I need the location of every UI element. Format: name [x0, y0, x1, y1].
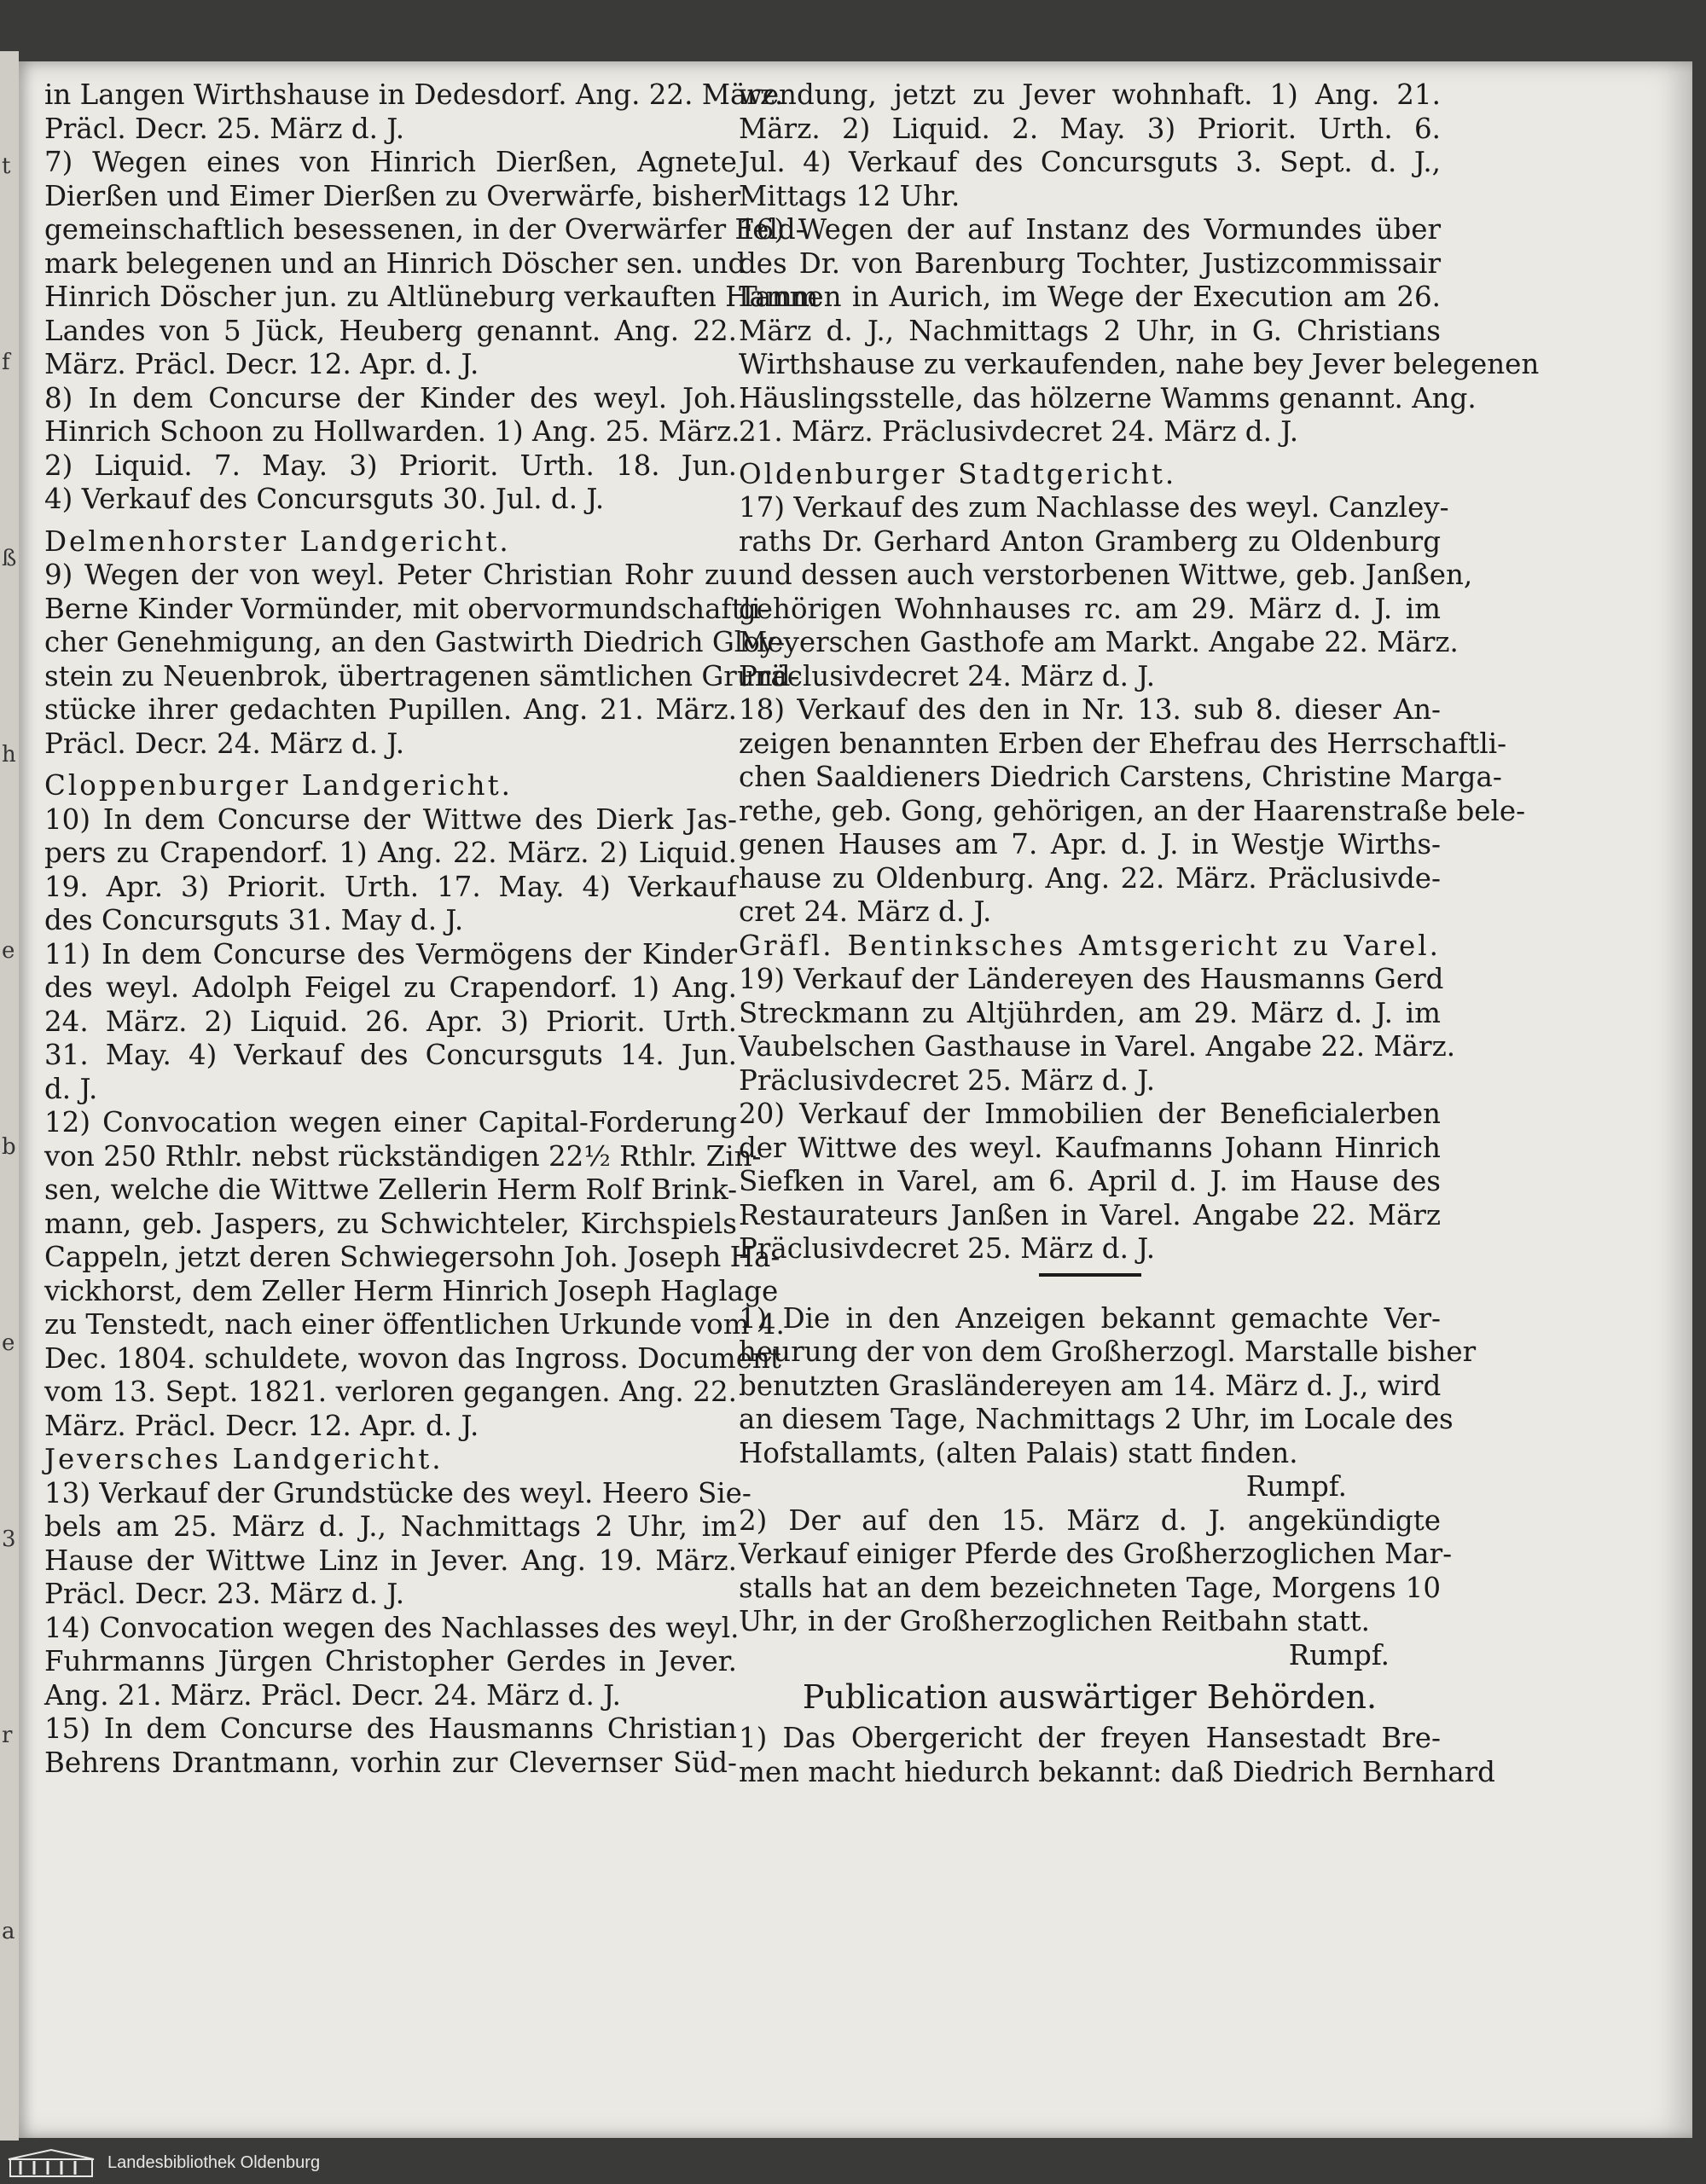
- text-line: 16) Wegen der auf Instanz des Vormundes über: [739, 213, 1441, 246]
- text-line: des Concursguts 31. May d. J.: [44, 904, 464, 936]
- section-heading: Oldenburger Stadtgericht.: [739, 457, 1177, 490]
- text-line: 24. März. 2) Liquid. 26. Apr. 3) Priorit. Urth.: [44, 1005, 737, 1038]
- text-line: 18) Verkauf des den in Nr. 13. sub 8. dieser An-: [739, 693, 1441, 726]
- text-line: stücke ihrer gedachten Pupillen. Ang. 21. März.: [44, 693, 737, 726]
- text-line: Restaurateurs Janßen in Varel. Angabe 22. März: [739, 1198, 1441, 1231]
- text-line: Präclusivdecret 24. März d. J.: [739, 659, 1156, 692]
- text-line: 15) In dem Concurse des Hausmanns Christian: [44, 1712, 737, 1745]
- text-line: vom 13. Sept. 1821. verloren gegangen. Ang. 22.: [44, 1376, 737, 1408]
- text-line: Präcl. Decr. 24. März d. J.: [44, 727, 405, 760]
- text-line: Landes von 5 Jück, Heuberg genannt. Ang. 22.: [44, 314, 737, 347]
- text-line: 14) Convocation wegen des Nachlasses des weyl.: [44, 1611, 740, 1644]
- previous-page-letter: h: [2, 742, 16, 768]
- text-line: Behrens Drantmann, vorhin zur Clevernser Süd-: [44, 1746, 737, 1779]
- text-line: stein zu Neuenbrok, übertragenen sämtlichen Grund-: [44, 659, 800, 692]
- previous-page-letter: ß: [2, 546, 17, 571]
- text-line: von 250 Rthlr. nebst rückständigen 22½ Rthlr. Zin-: [44, 1139, 762, 1173]
- text-line: Cappeln, jetzt deren Schwiegersohn Joh. Joseph Ha-: [44, 1241, 780, 1273]
- spacer: [44, 517, 737, 525]
- text-line: mark belegenen und an Hinrich Döscher sen. und: [44, 246, 746, 280]
- text-line: März. 2) Liquid. 2. May. 3) Priorit. Urth. 6.: [739, 112, 1441, 145]
- text-line: Wirthshause zu verkaufenden, nahe bey Jever belegenen: [739, 348, 1540, 380]
- text-line: 11) In dem Concurse des Vermögens der Kinder: [44, 937, 737, 970]
- text-line: Hofstallamts, (alten Palais) statt finden.: [739, 1436, 1298, 1469]
- text-line: 7) Wegen eines von Hinrich Dierßen, Agnete: [44, 146, 737, 178]
- text-line: zeigen benannten Erben der Ehefrau des Herrschaftli-: [739, 727, 1507, 760]
- previous-page-letter: e: [2, 1330, 15, 1356]
- section-heading: Delmenhorster Landgericht.: [44, 524, 511, 558]
- text-line: Jul. 4) Verkauf des Concursguts 3. Sept. d. J.,: [739, 146, 1441, 178]
- text-line: mann, geb. Jaspers, zu Schwichteler, Kirchspiels: [44, 1207, 737, 1240]
- library-building-icon: [9, 2149, 94, 2178]
- text-line: Uhr, in der Großherzoglichen Reitbahn statt.: [739, 1605, 1370, 1637]
- text-line: Präclusivdecret 25. März d. J.: [739, 1063, 1156, 1097]
- text-line: wendung, jetzt zu Jever wohnhaft. 1) Ang. 21.: [739, 78, 1441, 111]
- text-line: 12) Convocation wegen einer Capital-Forderung: [44, 1106, 737, 1138]
- text-line: 9) Wegen der von weyl. Peter Christian Rohr zu: [44, 559, 737, 591]
- text-line: genen Hauses am 7. Apr. d. J. in Westje Wirths-: [739, 828, 1441, 860]
- text-line: 21. März. Präclusivdecret 24. März d. J.: [739, 415, 1299, 448]
- previous-page-letter: b: [2, 1134, 16, 1160]
- text-line: 20) Verkauf der Immobilien der Beneficialerben: [739, 1098, 1441, 1130]
- left-text-column: [44, 78, 819, 1780]
- text-line: Vaubelschen Gasthause in Varel. Angabe 22. März.: [739, 1030, 1456, 1063]
- text-line: März. Präcl. Decr. 12. Apr. d. J.: [44, 348, 479, 380]
- text-line: Berne Kinder Vormünder, mit obervormundschaftli-: [44, 592, 770, 625]
- text-line: 13) Verkauf der Grundstücke des weyl. Heero Sie-: [44, 1476, 751, 1509]
- signature: Rumpf.: [1245, 1470, 1347, 1503]
- text-line: Dierßen und Eimer Dierßen zu Overwärfe, bisher: [44, 179, 741, 212]
- text-line: bels am 25. März d. J., Nachmittags 2 Uhr, im: [44, 1510, 737, 1543]
- spacer: [739, 449, 1441, 458]
- text-line: sen, welche die Wittwe Zellerin Herm Rolf Brink-: [44, 1173, 738, 1206]
- spacer: [44, 761, 737, 769]
- previous-page-letter: e: [2, 938, 15, 964]
- text-line: 4) Verkauf des Concursguts 30. Jul. d. J.: [44, 483, 605, 515]
- text-line: gemeinschaftlich besessenen, in der Overwärfer Feld-: [44, 213, 805, 246]
- text-line: Ang. 21. März. Präcl. Decr. 24. März d. J.: [44, 1678, 621, 1712]
- section-divider: [1039, 1273, 1141, 1277]
- previous-page-letter: f: [2, 350, 10, 375]
- text-line: vickhorst, dem Zeller Herm Hinrich Joseph Haglage: [44, 1274, 779, 1307]
- text-line: cher Genehmigung, an den Gastwirth Diedrich Gloy-: [44, 626, 786, 658]
- text-line: 2) Liquid. 7. May. 3) Priorit. Urth. 18. Jun.: [44, 449, 737, 482]
- text-line: Präcl. Decr. 25. März d. J.: [44, 112, 405, 145]
- text-line: des weyl. Adolph Feigel zu Crapendorf. 1) Ang.: [44, 971, 737, 1004]
- text-line: 1) Das Obergericht der freyen Hansestadt Bre-: [739, 1722, 1441, 1754]
- library-name: Landesbibliothek Oldenburg: [107, 2153, 321, 2172]
- text-line: 31. May. 4) Verkauf des Concursguts 14. Jun.: [44, 1039, 737, 1071]
- text-line: März. Präcl. Decr. 12. Apr. d. J.: [44, 1409, 479, 1442]
- previous-page-letter: r: [2, 1723, 13, 1748]
- text-line: Präclusivdecret 25. März d. J.: [739, 1232, 1156, 1265]
- previous-page-edge: [0, 51, 19, 2141]
- right-text-column: [739, 78, 1540, 1789]
- text-line: Fuhrmanns Jürgen Christopher Gerdes in Jever.: [44, 1645, 737, 1677]
- text-line: cret 24. März d. J.: [739, 895, 992, 928]
- text-line: an diesem Tage, Nachmittags 2 Uhr, im Locale des: [739, 1403, 1454, 1435]
- text-line: zu Tenstedt, nach einer öffentlichen Urkunde vom 4.: [44, 1308, 785, 1341]
- text-line: Präcl. Decr. 23. März d. J.: [44, 1578, 405, 1610]
- text-line: rethe, geb. Gong, gehörigen, an der Haarenstraße bele-: [739, 794, 1526, 827]
- section-heading: Jeversches Landgericht.: [44, 1443, 444, 1475]
- text-line: gehörigen Wohnhauses rc. am 29. März d. J. im: [739, 592, 1441, 625]
- text-line: chen Saaldieners Diedrich Carstens, Christine Marga-: [739, 761, 1502, 793]
- text-line: stalls hat an dem bezeichneten Tage, Morgens 10: [739, 1571, 1441, 1604]
- text-line: des Dr. von Barenburg Tochter, Justizcommissair: [739, 246, 1441, 280]
- text-line: men macht hiedurch bekannt: daß Diedrich Bernhard: [739, 1755, 1495, 1788]
- text-line: 8) In dem Concurse der Kinder des weyl. Joh.: [44, 381, 737, 414]
- text-line: Meyerschen Gasthofe am Markt. Angabe 22. März.: [739, 626, 1459, 658]
- text-line: Dec. 1804. schuldete, wovon das Ingross. Document: [44, 1341, 781, 1375]
- viewer-footer: [0, 2142, 1706, 2184]
- text-line: Hause der Wittwe Linz in Jever. Ang. 19. März.: [44, 1544, 737, 1577]
- text-line: 1) Die in den Anzeigen bekannt gemachte Ver-: [739, 1301, 1441, 1335]
- text-line: März d. J., Nachmittags 2 Uhr, in G. Christians: [739, 314, 1441, 347]
- signature: Rumpf.: [1288, 1638, 1390, 1671]
- text-line: 10) In dem Concurse der Wittwe des Dierk Jas-: [44, 802, 737, 836]
- text-line: Mittags 12 Uhr.: [739, 179, 960, 212]
- section-title: Publication auswärtiger Behörden.: [802, 1678, 1378, 1716]
- previous-page-letter: 3: [2, 1526, 16, 1552]
- text-line: in Langen Wirthshause in Dedesdorf. Ang. 22. März.: [44, 78, 784, 111]
- text-line: 19) Verkauf der Ländereyen des Hausmanns Gerd: [739, 963, 1444, 995]
- text-line: 2) Der auf den 15. März d. J. angekündigte: [739, 1503, 1441, 1537]
- text-line: der Wittwe des weyl. Kaufmanns Johann Hinrich: [739, 1131, 1441, 1164]
- text-line: hause zu Oldenburg. Ang. 22. März. Präclusivde-: [739, 861, 1441, 895]
- previous-page-letter: t: [2, 154, 11, 179]
- text-line: Verkauf einiger Pferde des Großherzoglichen Mar-: [739, 1538, 1453, 1570]
- text-line: 19. Apr. 3) Priorit. Urth. 17. May. 4) Verkauf: [44, 870, 737, 903]
- previous-page-letter: a: [2, 1919, 15, 1944]
- text-line: Siefken in Varel, am 6. April d. J. im Hause des: [739, 1165, 1441, 1197]
- text-line: raths Dr. Gerhard Anton Gramberg zu Oldenburg: [739, 524, 1441, 558]
- text-line: 17) Verkauf des zum Nachlasse des weyl. Canzley-: [739, 491, 1449, 524]
- text-line: Hinrich Schoon zu Hollwarden. 1) Ang. 25. März.: [44, 415, 740, 448]
- text-line: heurung der von dem Großherzogl. Marstalle bisher: [739, 1335, 1477, 1368]
- text-line: Streckmann zu Altjührden, am 29. März d. J. im: [739, 996, 1441, 1029]
- text-line: benutzten Grasländereyen am 14. März d. J., wird: [739, 1369, 1442, 1402]
- text-line: und dessen auch verstorbenen Wittwe, geb. Janßen,: [739, 559, 1473, 591]
- section-heading: Gräfl. Bentinksches Amtsgericht zu Varel.: [739, 929, 1441, 962]
- text-line: d. J.: [44, 1072, 98, 1105]
- text-line: Häuslingsstelle, das hölzerne Wamms genannt. Ang.: [739, 381, 1477, 414]
- text-line: Hinrich Döscher jun. zu Altlüneburg verkauften Hamm: [44, 281, 819, 313]
- text-line: pers zu Crapendorf. 1) Ang. 22. März. 2) Liquid.: [44, 837, 737, 869]
- text-line: Tannen in Aurich, im Wege der Execution am 26.: [739, 281, 1441, 313]
- section-heading: Cloppenburger Landgericht.: [44, 769, 513, 802]
